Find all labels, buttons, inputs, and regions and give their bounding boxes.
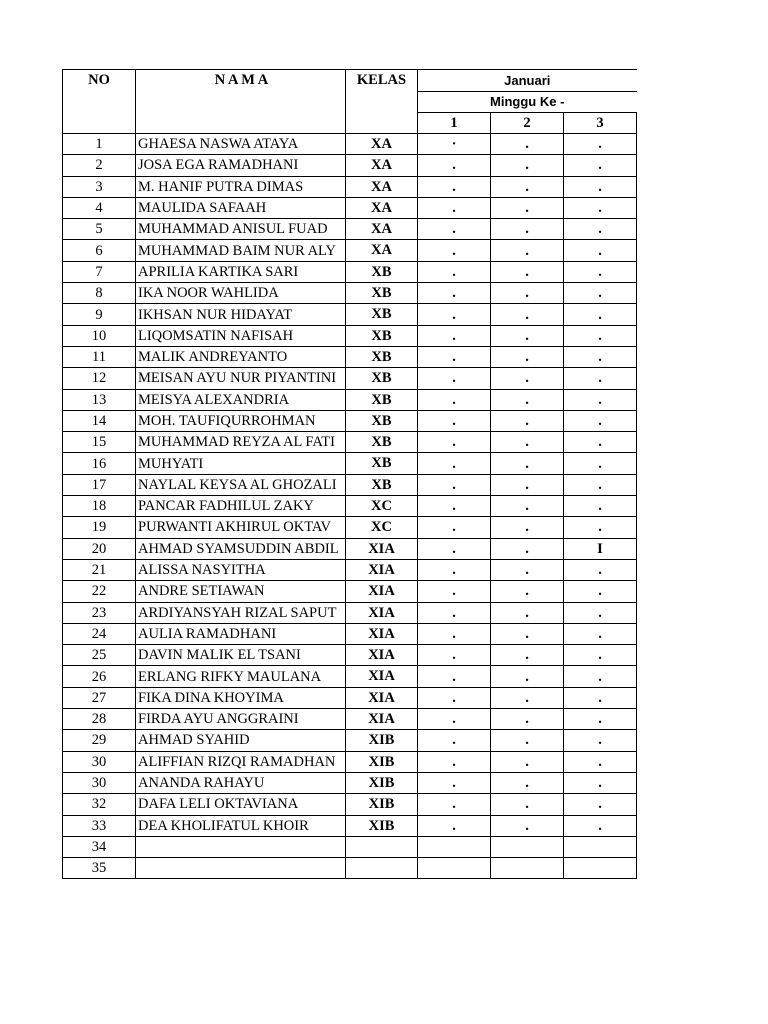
table-row [63,559,637,580]
student-class [346,836,418,857]
student-class: XB [346,389,418,410]
week-1-mark: . [418,687,491,708]
table-row [63,219,637,240]
week-2-mark: . [491,240,564,261]
header-month: Januari [418,70,637,92]
table-row [63,283,637,304]
table-row [63,538,637,559]
student-name: GHAESA NASWA ATAYA [136,134,346,155]
table-row [63,453,637,474]
row-number: 7 [63,261,136,282]
week-3-mark: . [564,219,637,240]
student-name: MUHYATI [136,453,346,474]
student-name [136,836,346,857]
week-1-mark: . [418,283,491,304]
week-3-mark: . [564,474,637,495]
student-class: XB [346,368,418,389]
week-1-mark: . [418,645,491,666]
week-2-mark: . [491,772,564,793]
week-3-mark: . [564,453,637,474]
student-name: DAVIN MALIK EL TSANI [136,645,346,666]
week-3-mark: . [564,283,637,304]
week-2-mark: . [491,666,564,687]
row-number: 3 [63,176,136,197]
student-class: XIA [346,709,418,730]
week-1-mark: . [418,197,491,218]
week-2-mark: . [491,687,564,708]
week-3-mark: . [564,559,637,580]
row-number: 9 [63,304,136,325]
week-1-mark: · [418,134,491,155]
week-2-mark: . [491,389,564,410]
header-no: NO [63,70,136,134]
week-1-mark [418,836,491,857]
week-3-mark: . [564,687,637,708]
week-1-mark: . [418,666,491,687]
week-3-mark: . [564,645,637,666]
row-number: 29 [63,730,136,751]
row-number: 13 [63,389,136,410]
week-2-mark: . [491,751,564,772]
row-number: 6 [63,240,136,261]
table-row [63,474,637,495]
week-1-mark: . [418,176,491,197]
week-2-mark: . [491,410,564,431]
week-3-mark: . [564,240,637,261]
week-3-mark: . [564,432,637,453]
week-1-mark: . [418,389,491,410]
student-class: XIA [346,623,418,644]
student-name: DAFA LELI OKTAVIANA [136,794,346,815]
student-class: XB [346,283,418,304]
student-class: XB [346,261,418,282]
student-class: XIA [346,559,418,580]
week-1-mark: . [418,346,491,367]
week-3-mark: . [564,581,637,602]
week-1-mark: . [418,474,491,495]
table-row [63,346,637,367]
week-2-mark [491,858,564,879]
student-name [136,858,346,879]
student-class: XB [346,325,418,346]
week-1-mark: . [418,496,491,517]
row-number: 4 [63,197,136,218]
student-name: ALIFFIAN RIZQI RAMADHAN [136,751,346,772]
table-row [63,134,637,155]
week-1-mark: . [418,751,491,772]
student-name: APRILIA KARTIKA SARI [136,261,346,282]
table-row [63,304,637,325]
week-2-mark: . [491,325,564,346]
table-row [63,261,637,282]
table-row [63,623,637,644]
student-class: XA [346,219,418,240]
week-1-mark: . [418,432,491,453]
student-class: XIB [346,772,418,793]
week-2-mark: . [491,219,564,240]
table-row [63,645,637,666]
row-number: 15 [63,432,136,453]
student-class: XC [346,496,418,517]
student-name: ANDRE SETIAWAN [136,581,346,602]
table-row [63,197,637,218]
week-1-mark: . [418,581,491,602]
student-name: ANANDA RAHAYU [136,772,346,793]
table-row [63,602,637,623]
week-3-mark: . [564,304,637,325]
student-class: XB [346,304,418,325]
student-class: XIB [346,730,418,751]
student-name: IKA NOOR WAHLIDA [136,283,346,304]
header-week-1: 1 [418,113,491,134]
student-class: XIB [346,815,418,836]
week-3-mark: . [564,176,637,197]
week-1-mark: . [418,559,491,580]
student-class: XA [346,240,418,261]
student-name: M. HANIF PUTRA DIMAS [136,176,346,197]
row-number: 16 [63,453,136,474]
row-number: 33 [63,815,136,836]
table-row [63,687,637,708]
week-2-mark: . [491,815,564,836]
row-number: 25 [63,645,136,666]
table-row [63,581,637,602]
week-2-mark: . [491,730,564,751]
student-name: MUHAMMAD BAIM NUR ALY [136,240,346,261]
week-1-mark: . [418,453,491,474]
week-3-mark: . [564,666,637,687]
week-2-mark: . [491,709,564,730]
week-2-mark: . [491,581,564,602]
row-number: 30 [63,751,136,772]
student-class: XB [346,474,418,495]
week-1-mark: . [418,709,491,730]
header-week-2: 2 [491,113,564,134]
student-name: ARDIYANSYAH RIZAL SAPUT [136,602,346,623]
week-2-mark [491,836,564,857]
table-row [63,836,637,857]
week-2-mark: . [491,538,564,559]
week-3-mark: . [564,772,637,793]
student-class: XA [346,155,418,176]
table-row [63,815,637,836]
week-3-mark [564,858,637,879]
table-row [63,496,637,517]
student-name: ERLANG RIFKY MAULANA [136,666,346,687]
table-row [63,517,637,538]
header-kelas: KELAS [346,70,418,134]
week-3-mark: . [564,815,637,836]
student-name: AHMAD SYAHID [136,730,346,751]
week-2-mark: . [491,794,564,815]
week-2-mark: . [491,623,564,644]
student-name: MOH. TAUFIQURROHMAN [136,410,346,431]
student-name: FIKA DINA KHOYIMA [136,687,346,708]
student-class: XIA [346,538,418,559]
row-number: 26 [63,666,136,687]
table-row [63,666,637,687]
header-nama: N A M A [136,70,346,134]
student-name: NAYLAL KEYSA AL GHOZALI [136,474,346,495]
student-name: PANCAR FADHILUL ZAKY [136,496,346,517]
week-3-mark: . [564,602,637,623]
row-number: 17 [63,474,136,495]
row-number: 18 [63,496,136,517]
header-week-label: Minggu Ke - [418,92,637,113]
student-class: XC [346,517,418,538]
week-2-mark: . [491,283,564,304]
week-3-mark: I [564,538,637,559]
student-name: MUHAMMAD REYZA AL FATI [136,432,346,453]
week-2-mark: . [491,517,564,538]
row-number: 24 [63,623,136,644]
week-1-mark: . [418,815,491,836]
row-number: 10 [63,325,136,346]
row-number: 23 [63,602,136,623]
student-class: XIB [346,794,418,815]
student-class: XIB [346,751,418,772]
week-2-mark: . [491,496,564,517]
week-2-mark: . [491,197,564,218]
student-class: XIA [346,687,418,708]
week-1-mark: . [418,538,491,559]
week-2-mark: . [491,453,564,474]
week-2-mark: . [491,474,564,495]
table-row [63,772,637,793]
week-2-mark: . [491,134,564,155]
week-1-mark: . [418,368,491,389]
table-row [63,176,637,197]
week-2-mark: . [491,368,564,389]
row-number: 22 [63,581,136,602]
header-week-3: 3 [564,113,637,134]
week-2-mark: . [491,602,564,623]
table-row [63,858,637,879]
student-name: MUHAMMAD ANISUL FUAD [136,219,346,240]
week-3-mark: . [564,730,637,751]
student-class: XA [346,134,418,155]
student-class: XIA [346,581,418,602]
week-3-mark: . [564,155,637,176]
row-number: 19 [63,517,136,538]
week-2-mark: . [491,645,564,666]
student-class [346,858,418,879]
row-number: 35 [63,858,136,879]
week-1-mark: . [418,240,491,261]
row-number: 1 [63,134,136,155]
row-number: 30 [63,772,136,793]
student-name: AHMAD SYAMSUDDIN ABDIL [136,538,346,559]
table-row [63,751,637,772]
week-3-mark [564,836,637,857]
week-1-mark: . [418,517,491,538]
attendance-table [62,69,637,879]
student-name: MAULIDA SAFAAH [136,197,346,218]
student-class: XB [346,453,418,474]
student-name: IKHSAN NUR HIDAYAT [136,304,346,325]
row-number: 27 [63,687,136,708]
table-row [63,155,637,176]
row-number: 20 [63,538,136,559]
week-3-mark: . [564,346,637,367]
week-2-mark: . [491,155,564,176]
week-1-mark: . [418,772,491,793]
week-1-mark: . [418,410,491,431]
week-1-mark: . [418,261,491,282]
week-2-mark: . [491,559,564,580]
student-name: MEISAN AYU NUR PIYANTINI [136,368,346,389]
week-1-mark: . [418,219,491,240]
student-name: FIRDA AYU ANGGRAINI [136,709,346,730]
row-number: 28 [63,709,136,730]
week-3-mark: . [564,794,637,815]
table-row [63,240,637,261]
row-number: 5 [63,219,136,240]
table-row [63,325,637,346]
student-name: MALIK ANDREYANTO [136,346,346,367]
week-3-mark: . [564,197,637,218]
week-2-mark: . [491,432,564,453]
week-3-mark: . [564,623,637,644]
student-class: XA [346,176,418,197]
student-name: JOSA EGA RAMADHANI [136,155,346,176]
table-row [63,794,637,815]
table-row [63,730,637,751]
table-row [63,709,637,730]
student-class: XB [346,432,418,453]
week-3-mark: . [564,261,637,282]
row-number: 34 [63,836,136,857]
week-1-mark [418,858,491,879]
week-1-mark: . [418,602,491,623]
table-row [63,368,637,389]
row-number: 32 [63,794,136,815]
week-2-mark: . [491,261,564,282]
week-2-mark: . [491,176,564,197]
table-row [63,389,637,410]
student-class: XIA [346,602,418,623]
row-number: 12 [63,368,136,389]
week-3-mark: . [564,410,637,431]
student-name: PURWANTI AKHIRUL OKTAV [136,517,346,538]
student-name: AULIA RAMADHANI [136,623,346,644]
week-1-mark: . [418,730,491,751]
table-body [63,134,637,879]
week-1-mark: . [418,623,491,644]
week-3-mark: . [564,368,637,389]
week-2-mark: . [491,346,564,367]
student-class: XB [346,410,418,431]
table-row [63,410,637,431]
student-class: XB [346,346,418,367]
student-name: LIQOMSATIN NAFISAH [136,325,346,346]
student-class: XIA [346,645,418,666]
week-1-mark: . [418,304,491,325]
week-1-mark: . [418,794,491,815]
row-number: 11 [63,346,136,367]
row-number: 14 [63,410,136,431]
row-number: 2 [63,155,136,176]
row-number: 21 [63,559,136,580]
week-3-mark: . [564,496,637,517]
student-name: DEA KHOLIFATUL KHOIR [136,815,346,836]
week-3-mark: . [564,517,637,538]
week-3-mark: . [564,389,637,410]
week-3-mark: . [564,709,637,730]
student-class: XA [346,197,418,218]
week-2-mark: . [491,304,564,325]
week-1-mark: . [418,155,491,176]
week-3-mark: . [564,134,637,155]
student-name: ALISSA NASYITHA [136,559,346,580]
row-number: 8 [63,283,136,304]
table-row [63,432,637,453]
student-class: XIA [346,666,418,687]
week-3-mark: . [564,751,637,772]
week-3-mark: . [564,325,637,346]
week-1-mark: . [418,325,491,346]
student-name: MEISYA ALEXANDRIA [136,389,346,410]
